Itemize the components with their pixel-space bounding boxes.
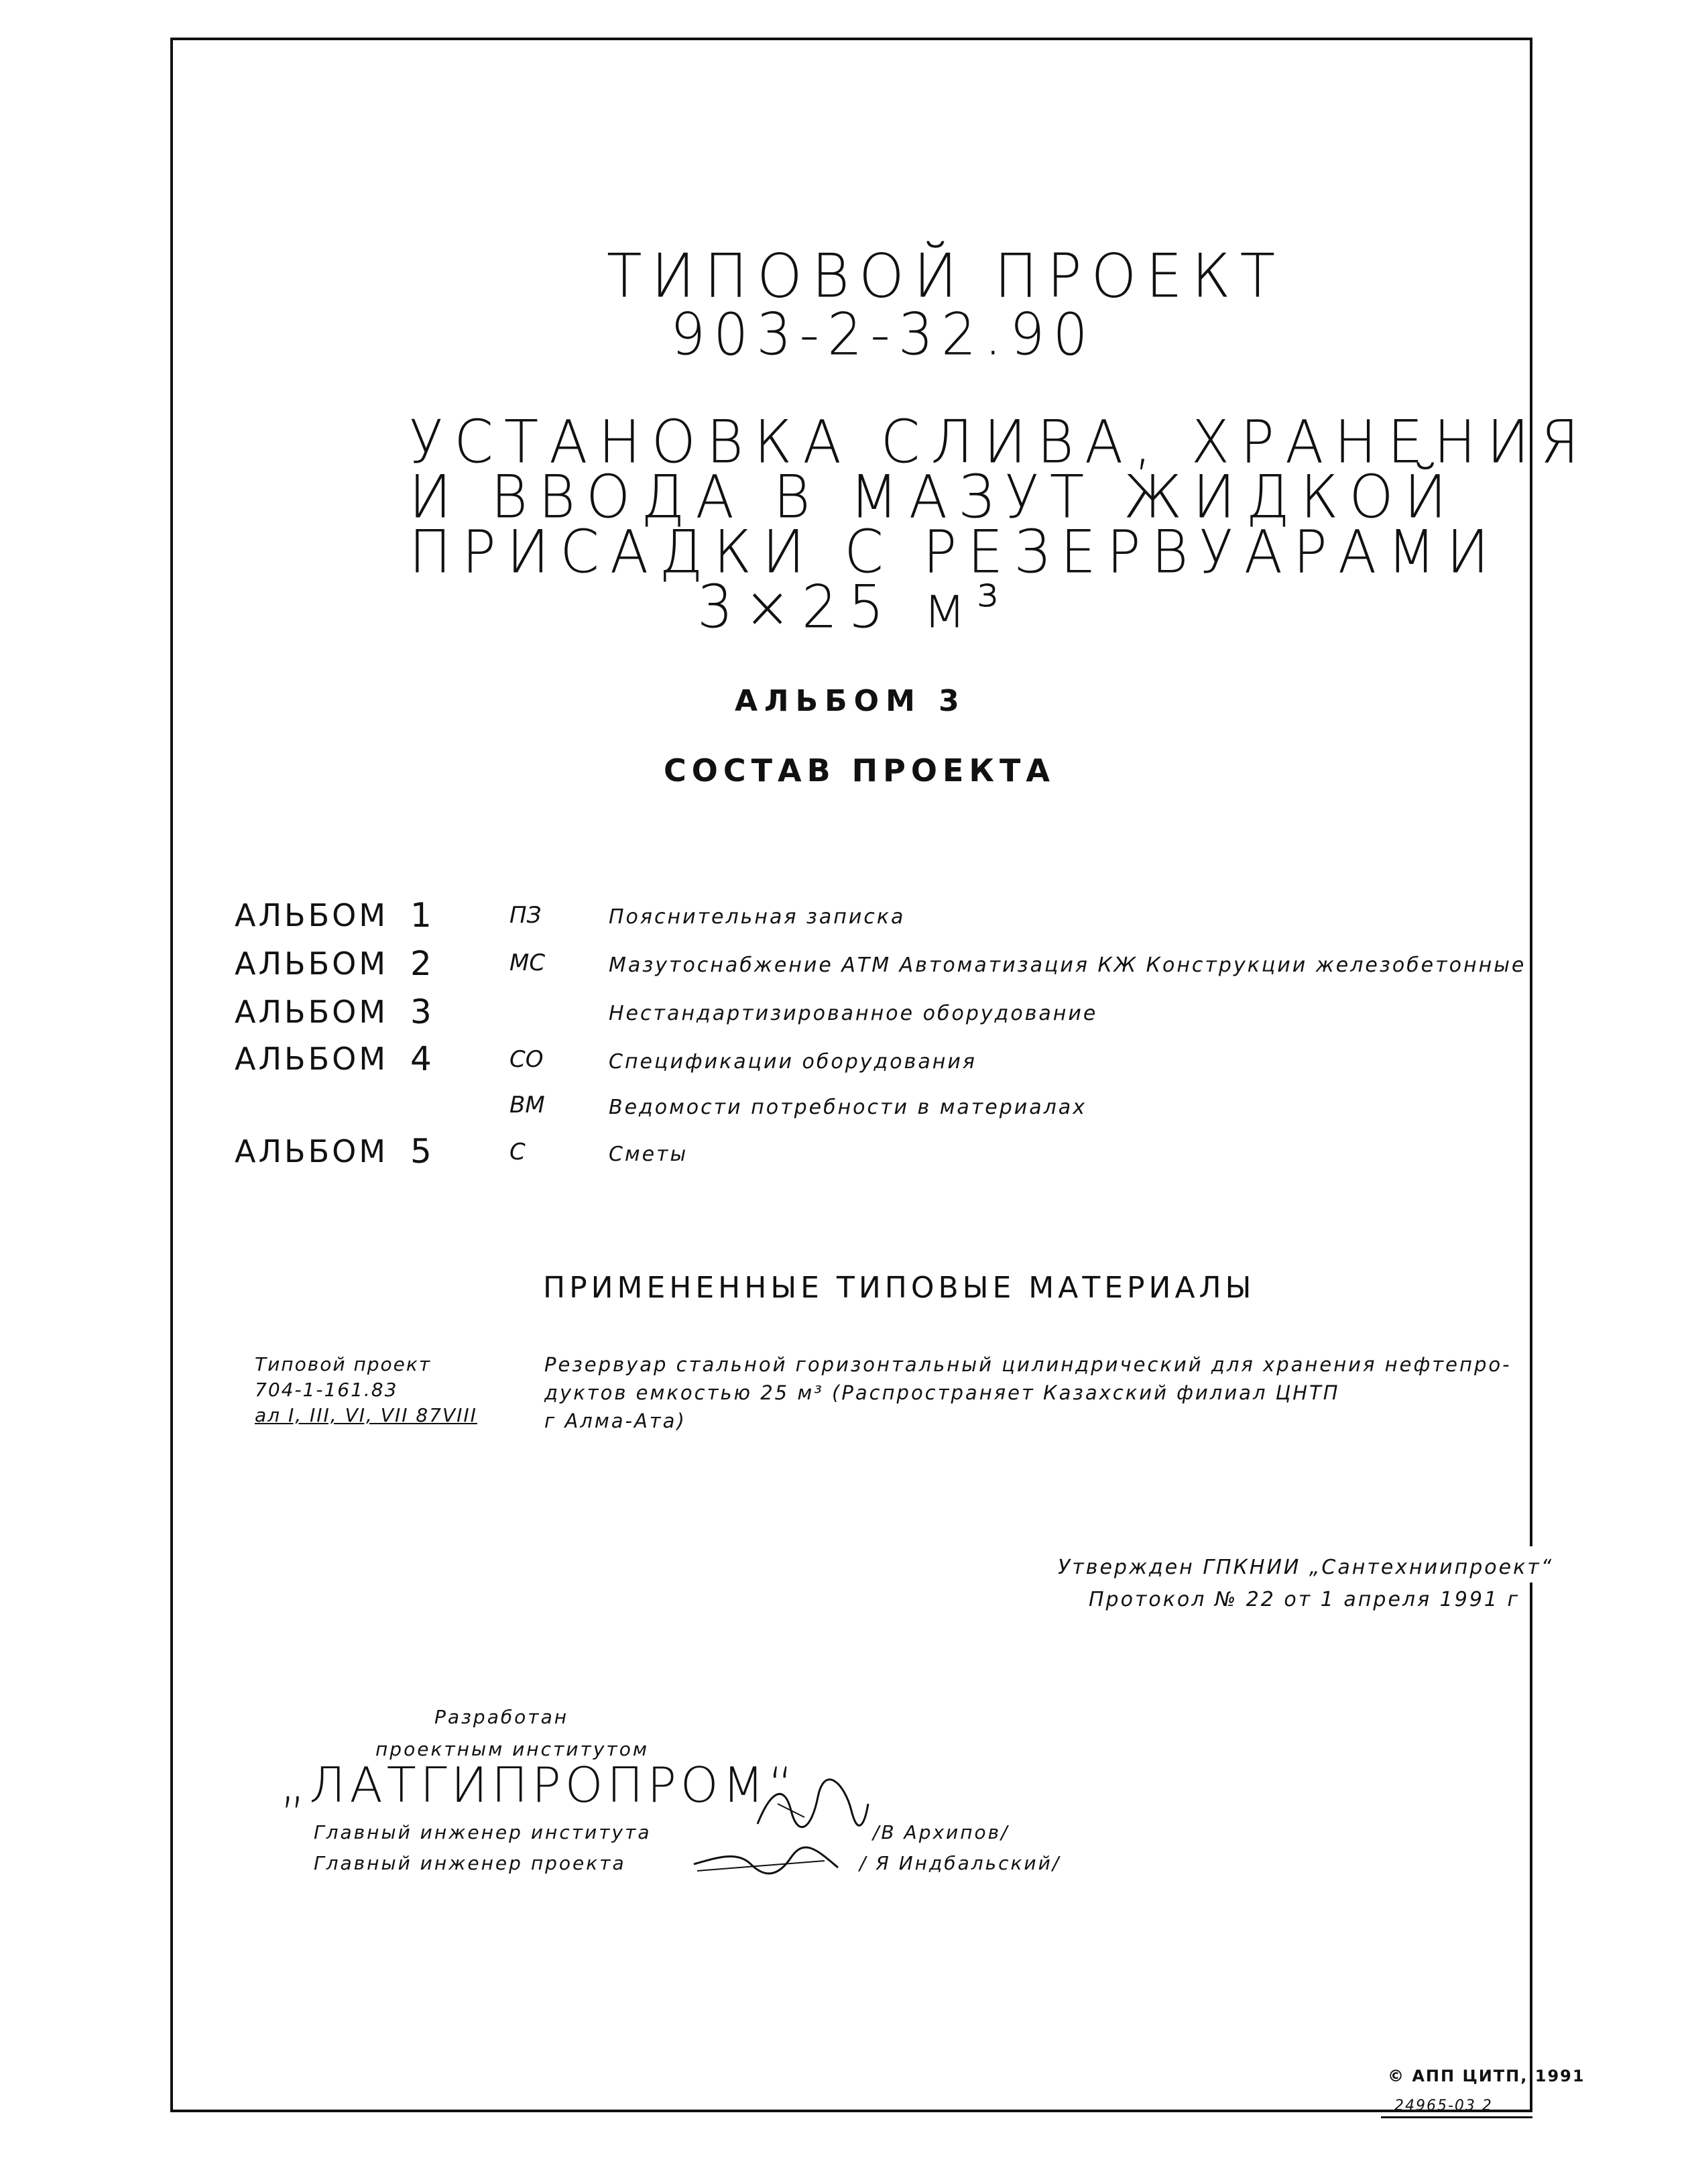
materials-right-line: Резервуар стальной горизонтальный цилиндрический для хранения нефтепро- (544, 1353, 1512, 1376)
materials-title: ПРИМЕНЕННЫЕ ТИПОВЫЕ МАТЕРИАЛЫ (543, 1271, 1256, 1305)
album-row-code: ВМ (509, 1092, 545, 1118)
subject-line-4: 3×25 м³ (697, 572, 1010, 642)
approval-line-1: Утвержден ГПКНИИ „Сантехниипроект“ (1058, 1556, 1554, 1579)
album-row-description: Ведомости потребности в материалах (609, 1096, 1087, 1119)
subject-line-3: ПРИСАДКИ С РЕЗЕРВУАРАМИ (409, 517, 1500, 587)
album-row-description: Сметы (609, 1143, 688, 1166)
album-label: АЛЬБОМ 3 (735, 684, 966, 718)
album-row-description: Нестандартизированное оборудование (609, 1002, 1098, 1025)
frame-border-left (170, 38, 173, 2111)
materials-left-line: ал I, III, VI, VII 87VIII (255, 1404, 477, 1426)
signature-2 (690, 1837, 845, 1884)
frame-border-bottom (170, 2110, 1532, 2112)
role-name: / Я Индбальский/ (859, 1852, 1061, 1874)
approval-line-2: Протокол № 22 от 1 апреля 1991 г (1089, 1588, 1520, 1611)
album-row-description: Пояснительная записка (609, 905, 906, 929)
album-row-number: 1 (410, 896, 432, 935)
materials-left-line: 704-1-161.83 (255, 1379, 398, 1401)
role-title: Главный инженер института (314, 1821, 652, 1843)
album-row-number: 2 (410, 944, 432, 983)
album-row-code: СО (509, 1046, 544, 1073)
album-row-description: Спецификации оборудования (609, 1050, 977, 1074)
album-row-code: ПЗ (509, 902, 542, 929)
frame-border-right-lower (1530, 1583, 1532, 2112)
album-row-number: 4 (410, 1039, 432, 1078)
album-row-label: АЛЬБОМ (235, 1133, 389, 1169)
album-row-code: С (509, 1139, 526, 1165)
album-row-label: АЛЬБОМ (235, 897, 389, 933)
page-title: ТИПОВОЙ ПРОЕКТ (607, 241, 1285, 312)
copyright-stamp: © АПП ЦИТП, 1991 (1388, 2067, 1585, 2085)
project-number: 903-2-32.90 (670, 301, 1096, 369)
frame-border-right (1530, 38, 1532, 1546)
album-row-label: АЛЬБОМ (235, 945, 389, 982)
materials-right-line: г Алма-Ата) (544, 1410, 686, 1432)
role-name: /В Архипов/ (873, 1821, 1010, 1843)
role-title: Главный инженер проекта (314, 1852, 626, 1874)
stamp-line (1381, 2116, 1532, 2118)
album-row-number: 5 (410, 1132, 432, 1171)
composition-title: СОСТАВ ПРОЕКТА (664, 752, 1055, 789)
developer-organization: „ЛАТГИПРОПРОМ“ (280, 1757, 798, 1813)
album-row-label: АЛЬБОМ (235, 994, 389, 1030)
album-row-description: Мазутоснабжение АТМ Автоматизация КЖ Конструкции железобетонные (609, 954, 1526, 977)
materials-right-line: дуктов емкостью 25 м³ (Распространяет Казахский филиал ЦНТП (544, 1381, 1340, 1404)
frame-border-top (170, 38, 1532, 40)
signature-1 (751, 1777, 871, 1837)
album-row-label: АЛЬБОМ (235, 1041, 389, 1077)
materials-left-line: Типовой проект (255, 1353, 432, 1375)
developer-line-2: проектным институтом (375, 1738, 649, 1760)
developer-line-1: Разработан (434, 1706, 569, 1728)
subject-line-1: УСТАНОВКА СЛИВА, ХРАНЕНИЯ (409, 407, 1590, 477)
album-row-code: МС (509, 950, 546, 976)
album-row-number: 3 (410, 992, 432, 1031)
document-number: 24965-03 2 (1394, 2097, 1493, 2114)
subject-line-2: И ВВОДА В МАЗУТ ЖИДКОЙ (409, 462, 1457, 532)
